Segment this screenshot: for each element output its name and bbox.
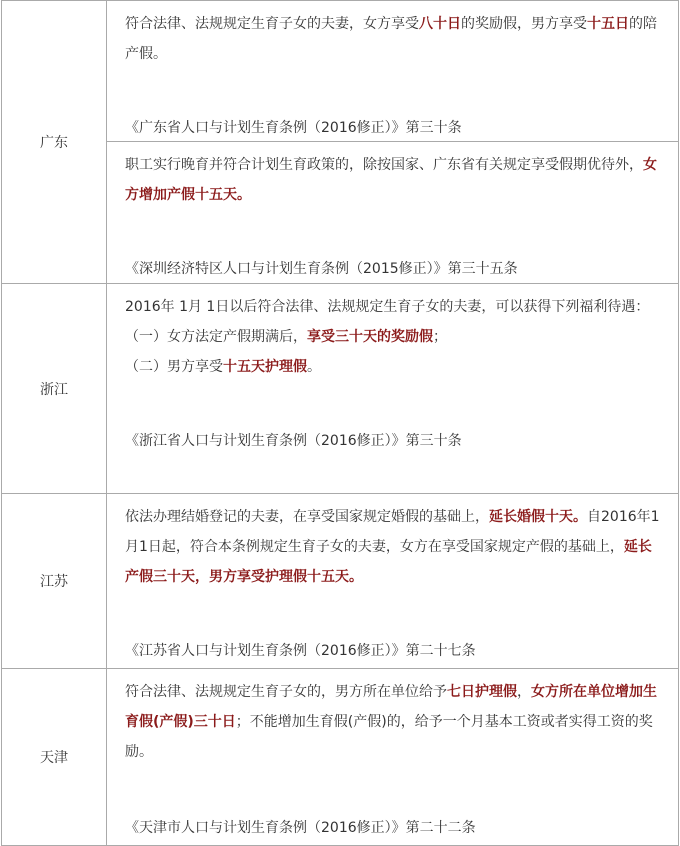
policy-text xyxy=(125,150,664,210)
law-citation: 《浙江省人口与计划生育条例（2016修正）》第三十条 xyxy=(125,433,462,449)
text-segment: 依法办理结婚登记的夫妻，在享受国家规定婚假的基础上， xyxy=(125,509,489,525)
spacer xyxy=(125,382,664,426)
spacer xyxy=(125,767,664,813)
table-row xyxy=(2,494,679,669)
law-citation: 《天津市人口与计划生育条例（2016修正）》第二十二条 xyxy=(125,820,476,836)
highlighted-text: 八十日 xyxy=(419,16,461,32)
text-segment: 符合法律、法规规定生育子女的夫妻，女方享受 xyxy=(125,16,419,32)
text-segment: （二）男方享受 xyxy=(125,359,223,375)
text-segment: 职工实行晚育并符合计划生育政策的，除按国家、广东省有关规定享受假期优待外， xyxy=(125,157,643,173)
text-segment: ；不能增加生育假(产假)的，给予一个月基本工资或者实得工资的奖励。 xyxy=(125,714,653,760)
policy-cell xyxy=(107,284,679,494)
policy-cell xyxy=(107,494,679,669)
law-citation: 《江苏省人口与计划生育条例（2016修正）》第二十七条 xyxy=(125,643,476,659)
policy-text xyxy=(125,677,664,767)
text-segment: 的奖励假，男方享受 xyxy=(461,16,587,32)
policy-cell xyxy=(107,1,679,142)
law-citation: 《广东省人口与计划生育条例（2016修正）》第三十条 xyxy=(125,120,462,136)
highlighted-text: 女方所在单位增加生育假(产假)三十日 xyxy=(125,684,657,730)
spacer xyxy=(125,210,664,254)
region-cell: 天津 xyxy=(2,669,107,846)
text-segment: 自2016年1月1日起，符合本条例规定生育子女的夫妻，女方在享受国家规定产假的基础上， xyxy=(125,509,660,555)
text-segment: ， xyxy=(517,684,531,700)
text-segment: （一）女方法定产假期满后， xyxy=(125,329,307,345)
policy-cell xyxy=(107,669,679,846)
policy-text xyxy=(125,322,664,352)
highlighted-text: 十五日 xyxy=(587,16,629,32)
table-row xyxy=(2,284,679,494)
highlighted-text: 延长婚假十天。 xyxy=(489,509,587,525)
text-segment: 符合法律、法规规定生育子女的，男方所在单位给予 xyxy=(125,684,447,700)
spacer xyxy=(125,592,664,636)
policy-text xyxy=(125,292,664,322)
region-cell: 广东 xyxy=(2,1,107,284)
table-row xyxy=(2,1,679,142)
region-cell: 江苏 xyxy=(2,494,107,669)
region-cell: 浙江 xyxy=(2,284,107,494)
text-segment: ； xyxy=(433,329,447,345)
table-row xyxy=(2,669,679,846)
highlighted-text: 女方增加产假十五天。 xyxy=(125,157,657,203)
policy-cell xyxy=(107,142,679,284)
law-citation: 《深圳经济特区人口与计划生育条例（2015修正）》第三十五条 xyxy=(125,261,518,277)
policy-text xyxy=(125,9,664,69)
highlighted-text: 七日护理假 xyxy=(447,684,517,700)
highlighted-text: 延长产假三十天，男方享受护理假十五天。 xyxy=(125,539,652,585)
spacer xyxy=(125,69,664,113)
policy-table xyxy=(1,0,679,846)
text-segment: 的陪产假。 xyxy=(125,16,657,62)
highlighted-text: 享受三十天的奖励假 xyxy=(307,329,433,345)
text-segment: 。 xyxy=(307,359,321,375)
highlighted-text: 十五天护理假 xyxy=(223,359,307,375)
policy-text xyxy=(125,352,664,382)
policy-text xyxy=(125,502,664,592)
text-segment: 2016年 1月 1日以后符合法律、法规规定生育子女的夫妻，可以获得下列福利待遇： xyxy=(125,299,650,315)
